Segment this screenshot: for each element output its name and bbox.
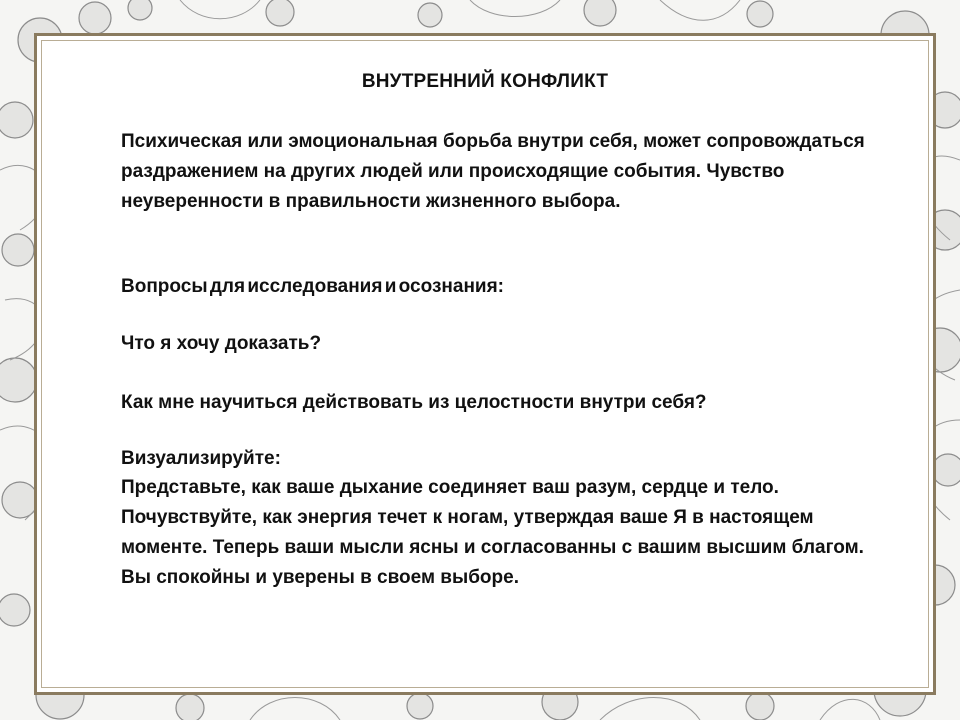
- slide-title: ВНУТРЕННИЙ КОНФЛИКТ: [361, 71, 609, 92]
- question-2: Как мне научиться действовать из целостности внутри себя?: [121, 392, 707, 413]
- content-card: [34, 33, 936, 695]
- visualize-heading: Визуализируйте:: [121, 448, 281, 469]
- slide-content: [37, 36, 933, 692]
- visualize-paragraph: Представьте, как ваше дыхание соединяет ваш разум, сердце и тело. Почувствуйте, как энергия течет к ногам, утверждая ваше Я в настоящем моменте. Теперь ваши мысли ясны и согласованны с вашим высшим благом. Вы спокойны и уверены в своем выборе.: [121, 477, 864, 588]
- question-1: Что я хочу доказать?: [121, 333, 322, 354]
- intro-paragraph: Психическая или эмоциональная борьба внутри себя, может сопровождаться раздражением на других людей или происходящие события. Чувство неуверенности в правильности жизненного выбора.: [121, 131, 865, 212]
- questions-heading: Вопросы для исследования и осознания:: [121, 276, 505, 297]
